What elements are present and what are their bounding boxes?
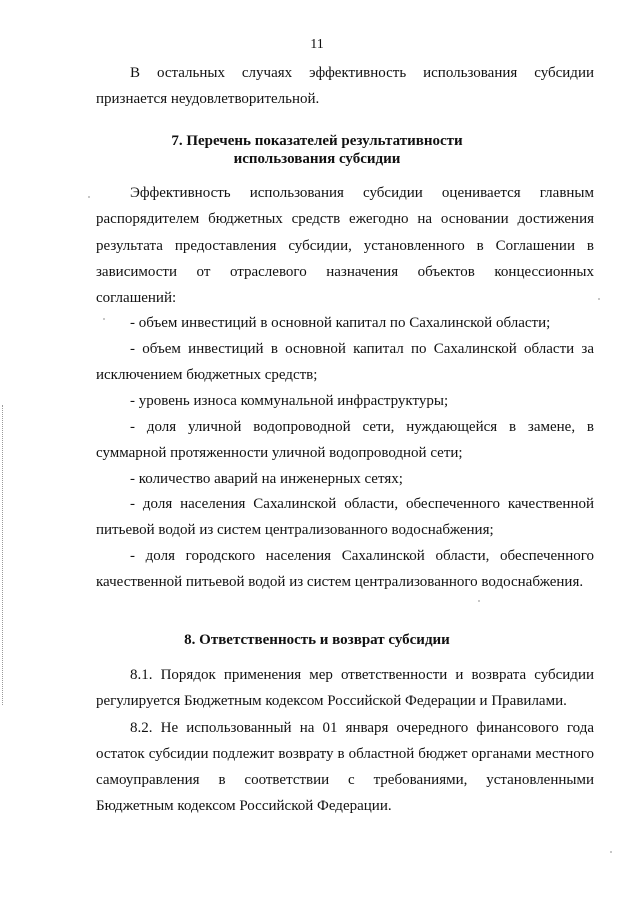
list-item-accidents: - количество аварий на инженерных сетях; [130,471,403,487]
section-8-2-line-3: самоуправления в соответствии с требованиями, установленными [96,772,594,788]
list-item-water-network-line-1: - доля уличной водопроводной сети, нуждающейся в замене, в [130,419,594,435]
list-item-water-network-line-2: суммарной протяженности уличной водопроводной сети; [96,445,463,461]
section-7-para-line-4: зависимости от отраслевого назначения объектов концессионных [96,264,594,280]
list-item-infrastructure-wear: - уровень износа коммунальной инфраструктуры; [130,393,449,409]
section-7-para-line-5: соглашений: [96,290,177,306]
section-8-2-line-1: 8.2. Не использованный на 01 января очередного финансового года [130,720,594,736]
section-8-2-line-2: остаток субсидии подлежит возврату в областной бюджет органами местного [96,746,594,762]
list-item-investment-nonbudget-line-1: - объем инвестиций в основной капитал по Сахалинской области за [130,341,594,357]
section-7-para-line-2: распорядителем бюджетных средств ежегодно на основании достижения [96,211,594,227]
scan-speck [610,851,612,853]
section-7-para-line-3: результата предоставления субсидии, установленного в Соглашении в [96,238,594,254]
scan-speck [88,196,90,198]
scan-speck [598,298,600,300]
page-number: 11 [310,37,324,52]
scan-speck [103,318,105,320]
scan-margin-marks [2,405,8,705]
section-7-title-line-1: 7. Перечень показателей результативности [171,133,463,149]
intro-line-2: признается неудовлетворительной. [96,91,320,107]
list-item-urban-population-line-2: качественной питьевой водой из систем централизованного водоснабжения. [96,574,584,590]
scan-speck [478,600,480,602]
section-8-1-line-2: регулируется Бюджетным кодексом Российской Федерации и Правилами. [96,693,567,709]
section-7-title-line-2: использования субсидии [233,151,401,167]
list-item-urban-population-line-1: - доля городского населения Сахалинской области, обеспеченного [130,548,594,564]
list-item-investment-nonbudget-line-2: исключением бюджетных средств; [96,367,318,383]
list-item-population-water-line-2: питьевой водой из систем централизованного водоснабжения; [96,522,494,538]
section-8-title: 8. Ответственность и возврат субсидии [184,632,450,648]
section-7-para-line-1: Эффективность использования субсидии оценивается главным [130,185,594,201]
section-8-2-line-4: Бюджетным кодексом Российской Федерации. [96,798,392,814]
list-item-population-water-line-1: - доля населения Сахалинской области, обеспеченного качественной [130,496,594,512]
list-item-investment: - объем инвестиций в основной капитал по Сахалинской области; [130,315,551,331]
intro-line-1: В остальных случаях эффективность использования субсидии [130,65,594,81]
section-8-1-line-1: 8.1. Порядок применения мер ответственности и возврата субсидии [130,667,594,683]
